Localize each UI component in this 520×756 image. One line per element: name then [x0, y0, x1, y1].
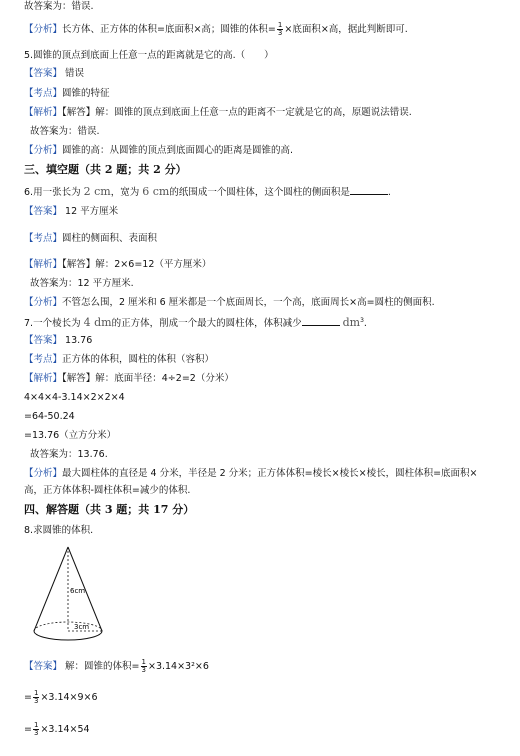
q7-analysis: 【解析】【解答】解：底面半径：4÷2=2（分米） [24, 373, 234, 384]
q5-knowledge: 【考点】圆锥的特征 [24, 88, 110, 99]
question-7: 7.一个棱长为 4 dm的正方体，削成一个最大的圆柱体，体积减少 $dm^3$. [24, 316, 367, 330]
q7-knowledge: 【考点】正方体的体积，圆柱的体积（容积） [24, 354, 215, 365]
fraction: $\frac{1}{3}$ [33, 689, 39, 705]
analysis-line: 【分析】长方体、正方体的体积=底面积×高；圆锥的体积= $\frac{1}{3}$ ×底面积×高，据此判断即可. [24, 21, 408, 37]
q7-summary-1: 【分析】最大圆柱体的直径是 4 分米，半径是 2 分米；正方体体积=棱长×棱长×棱长，圆柱体积=底面积× [24, 468, 478, 479]
answer-blank [302, 316, 340, 326]
q6-analysis: 【解析】【解答】解：2×6=12（平方厘米） [24, 259, 212, 270]
q8-step-2: = $\frac{1}{3}$ ×3.14×9×6 [24, 689, 98, 705]
q7-calc-1: 4×4×4-3.14×2×2×4 [24, 392, 125, 403]
question-5: 5.圆锥的顶点到底面上任意一点的距离就是它的高.（ ） [24, 50, 274, 61]
q6-conclusion: 故答案为：12 平方厘米. [30, 278, 134, 289]
height-label: 6cm [70, 587, 86, 595]
q6-knowledge: 【考点】圆柱的侧面积、表面积 [24, 233, 158, 244]
q6-answer: 【答案】 12 平方厘米 [24, 206, 119, 217]
cone-left-edge [34, 547, 68, 631]
cone-figure [28, 545, 128, 655]
q7-calc-2: =64-50.24 [24, 411, 75, 422]
analysis-tag: 【分析】 [24, 24, 63, 35]
q7-calc-3: =13.76（立方分米） [24, 430, 117, 441]
radius-label: 3cm [74, 623, 90, 631]
fraction: $\frac{1}{3}$ [33, 721, 39, 737]
answer-blank [350, 185, 388, 195]
q5-answer: 【答案】 错误 [24, 68, 85, 79]
q7-answer: 【答案】 13.76 [24, 335, 93, 346]
fraction: $\frac{1}{3}$ [277, 21, 283, 37]
q7-conclusion: 故答案为：13.76. [30, 449, 108, 460]
conclusion-line: 故答案为：错误. [24, 1, 94, 12]
q8-answer: 【答案】 解：圆锥的体积= $\frac{1}{3}$ ×3.14×3²×6 [24, 658, 209, 674]
cone-base-front [34, 631, 102, 640]
q5-conclusion: 故答案为：错误. [30, 126, 100, 137]
q5-analysis: 【解析】【解答】解：圆锥的顶点到底面上任意一点的距离不一定就是它的高，原题说法错误. [24, 107, 412, 118]
q5-summary: 【分析】圆锥的高：从圆锥的顶点到底面圆心的距离是圆锥的高. [24, 145, 294, 156]
fraction: $\frac{1}{3}$ [141, 658, 146, 674]
q8-step-3: = $\frac{1}{3}$ ×3.14×54 [24, 721, 90, 737]
question-6: 6.用一张长为 2 cm，宽为 6 cm的纸围成一个圆柱体，这个圆柱的侧面积是 . [24, 185, 391, 198]
section-3-heading: 三、填空题（共 2 题；共 2 分） [24, 163, 187, 176]
question-8: 8.求圆锥的体积. [24, 525, 94, 536]
section-4-heading: 四、解答题（共 3 题；共 17 分） [24, 503, 195, 516]
q6-summary: 【分析】不管怎么围，2 厘米和 6 厘米都是一个底面周长，一个高，底面周长×高=圆柱的侧面积. [24, 297, 435, 308]
q7-summary-2: 高，正方体体积-圆柱体积=减少的体积. [24, 485, 191, 496]
